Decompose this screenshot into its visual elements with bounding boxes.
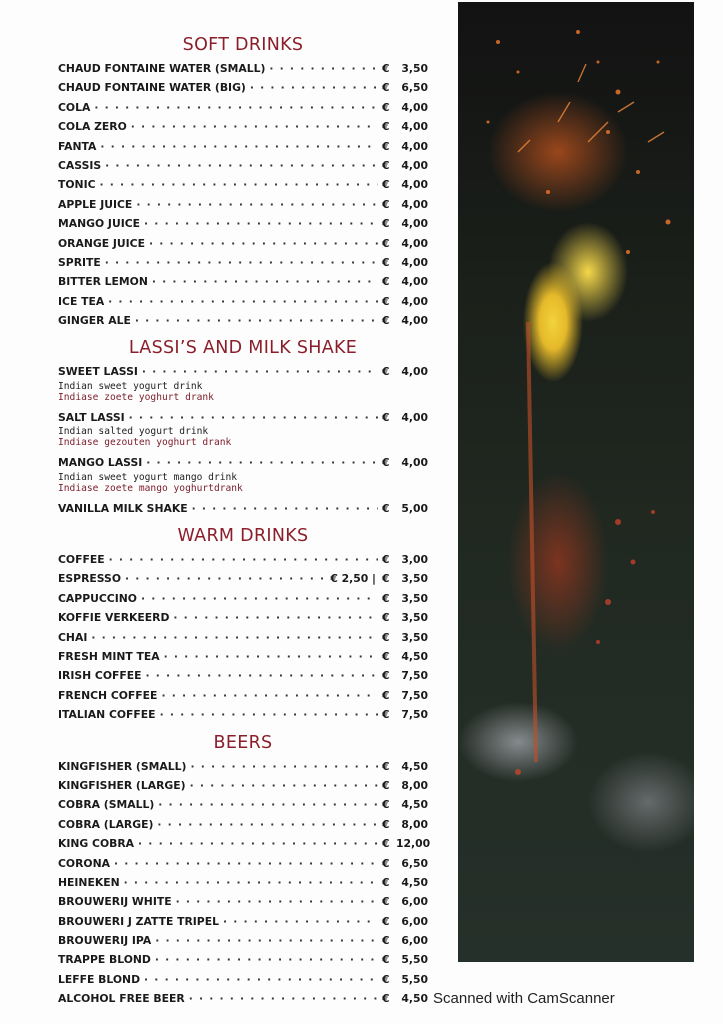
currency-symbol: € <box>382 875 390 889</box>
leader-dots <box>160 706 378 723</box>
item-price: 5,50 <box>401 953 428 967</box>
menu-item <box>58 570 428 587</box>
currency-symbol: € <box>382 456 390 470</box>
menu-item <box>58 971 428 988</box>
menu-item-row <box>58 951 428 968</box>
currency-symbol: € <box>382 365 390 379</box>
item-description-en: Indian salted yogurt drink <box>58 426 209 438</box>
leader-dots <box>142 363 378 380</box>
menu-section <box>58 333 428 517</box>
item-price: 3,50 <box>401 611 428 625</box>
item-price: 4,50 <box>401 875 428 889</box>
menu-item <box>58 706 428 723</box>
menu-item <box>58 551 428 568</box>
leader-dots <box>155 932 378 949</box>
item-alt-price: € 2,50 | <box>330 572 376 586</box>
leader-dots <box>146 667 378 684</box>
currency-symbol: € <box>382 688 390 702</box>
item-name: MANGO LASSI <box>58 456 143 470</box>
menu-item <box>58 629 428 646</box>
item-name: KINGFISHER (SMALL) <box>58 759 187 773</box>
item-name: KINGFISHER (LARGE) <box>58 778 186 792</box>
leader-dots <box>158 796 378 813</box>
currency-symbol: € <box>382 236 390 250</box>
leader-dots <box>250 79 378 96</box>
menu-section <box>58 30 428 329</box>
menu-item <box>58 893 428 910</box>
menu-item <box>58 687 428 704</box>
menu-item <box>58 312 428 329</box>
leader-dots <box>223 913 378 930</box>
item-price: 4,00 <box>401 158 428 172</box>
currency-symbol: € <box>382 158 390 172</box>
item-name: ESPRESSO <box>58 572 121 586</box>
item-name: COLA <box>58 100 91 114</box>
menu-item-row <box>58 215 428 232</box>
item-price: 7,50 <box>401 669 428 683</box>
item-price: 8,00 <box>401 817 428 831</box>
item-price: 6,00 <box>401 895 428 909</box>
item-name: CHAUD FONTAINE WATER (BIG) <box>58 81 246 95</box>
item-price: 4,50 <box>401 798 428 812</box>
menu-item-row <box>58 118 428 135</box>
currency-symbol: € <box>382 255 390 269</box>
item-price: 4,00 <box>401 456 428 470</box>
menu-item-row <box>58 971 428 988</box>
leader-dots <box>141 590 378 607</box>
menu-item <box>58 777 428 794</box>
menu-item <box>58 138 428 155</box>
currency-symbol: € <box>382 314 390 328</box>
currency-symbol: € <box>382 649 390 663</box>
menu-item-row <box>58 99 428 116</box>
menu-item <box>58 157 428 174</box>
menu-item <box>58 874 428 891</box>
item-name: COBRA (SMALL) <box>58 798 155 812</box>
item-name: FRENCH COFFEE <box>58 688 158 702</box>
menu-item <box>58 855 428 872</box>
menu-item <box>58 79 428 96</box>
menu-item <box>58 196 428 213</box>
item-price: 4,00 <box>401 236 428 250</box>
item-price: 3,50 <box>401 572 428 586</box>
menu-item-row <box>58 855 428 872</box>
menu-item <box>58 990 428 1007</box>
item-name: ITALIAN COFFEE <box>58 708 156 722</box>
menu-item-row <box>58 893 428 910</box>
menu-item-row <box>58 196 428 213</box>
item-price: 7,50 <box>401 708 428 722</box>
menu-section <box>58 728 431 1008</box>
currency-symbol: € <box>382 139 390 153</box>
menu-item <box>58 835 431 852</box>
menu-item <box>58 816 428 833</box>
leader-dots <box>189 990 378 1007</box>
leader-dots <box>176 893 378 910</box>
currency-symbol: € <box>382 914 390 928</box>
currency-symbol: € <box>382 501 390 515</box>
item-price: 4,00 <box>401 410 428 424</box>
leader-dots <box>105 157 378 174</box>
item-price: 3,50 <box>401 630 428 644</box>
leader-dots <box>108 293 378 310</box>
menu-item-row <box>58 835 431 852</box>
menu-item-row <box>58 454 428 471</box>
menu-item-row <box>58 500 428 517</box>
item-name: COFFEE <box>58 553 105 567</box>
item-price: 6,00 <box>401 914 428 928</box>
leader-dots <box>135 312 378 329</box>
item-name: BROUWERIJ IPA <box>58 934 152 948</box>
currency-symbol: € <box>382 120 390 134</box>
leader-dots <box>144 971 378 988</box>
currency-symbol: € <box>382 953 390 967</box>
currency-symbol: € <box>382 817 390 831</box>
item-name: ORANGE JUICE <box>58 236 145 250</box>
leader-dots <box>157 816 378 833</box>
item-price: 8,00 <box>401 778 428 792</box>
menu-section <box>58 521 428 724</box>
menu-item <box>58 648 428 665</box>
leader-dots <box>129 409 378 426</box>
leader-dots <box>114 855 378 872</box>
currency-symbol: € <box>382 611 390 625</box>
item-price: 4,00 <box>401 120 428 134</box>
item-name: CORONA <box>58 856 110 870</box>
item-price: 5,00 <box>401 501 428 515</box>
currency-symbol: € <box>382 895 390 909</box>
leader-dots <box>161 687 378 704</box>
menu-item-row <box>58 874 428 891</box>
menu-item-row <box>58 758 428 775</box>
currency-symbol: € <box>382 837 390 851</box>
menu-item <box>58 409 428 448</box>
item-name: CHAUD FONTAINE WATER (SMALL) <box>58 62 266 75</box>
menu-item-row <box>58 687 428 704</box>
leader-dots <box>155 951 378 968</box>
item-price: 3,00 <box>401 553 428 567</box>
menu-item <box>58 667 428 684</box>
leader-dots <box>173 609 378 626</box>
leader-dots <box>125 570 326 587</box>
leader-dots <box>190 777 378 794</box>
splash-sparks-icon <box>458 2 694 962</box>
menu-item-row <box>58 648 428 665</box>
item-price: 3,50 <box>401 62 428 75</box>
item-price: 5,50 <box>401 972 428 986</box>
currency-symbol: € <box>382 62 390 75</box>
leader-dots <box>190 758 378 775</box>
leader-dots <box>138 835 378 852</box>
item-price: 6,50 <box>401 856 428 870</box>
menu-item-row <box>58 363 428 380</box>
menu-item-row <box>58 777 428 794</box>
item-name: SALT LASSI <box>58 410 125 424</box>
menu-item-row <box>58 273 428 290</box>
item-name: ICE TEA <box>58 294 105 308</box>
item-name: FANTA <box>58 139 97 153</box>
leader-dots <box>136 196 378 213</box>
item-name: BROUWERI J ZATTE TRIPEL <box>58 914 219 928</box>
menu-item-row <box>58 796 428 813</box>
leader-dots <box>100 138 378 155</box>
currency-symbol: € <box>382 81 390 95</box>
item-description-en: Indian sweet yogurt drink <box>58 380 203 392</box>
item-name: GINGER ALE <box>58 314 131 328</box>
menu-item-row <box>58 409 428 426</box>
menu-item <box>58 913 428 930</box>
menu-item-row <box>58 235 428 252</box>
menu-item-row <box>58 312 428 329</box>
item-price: 4,50 <box>401 759 428 773</box>
currency-symbol: € <box>382 591 390 605</box>
menu-item <box>58 609 428 626</box>
currency-symbol: € <box>382 856 390 870</box>
menu-item-row <box>58 551 428 568</box>
item-price: 4,00 <box>401 275 428 289</box>
menu-item-row <box>58 629 428 646</box>
item-price: 4,00 <box>401 255 428 269</box>
item-name: CAPPUCCINO <box>58 591 137 605</box>
item-price: 12,00 <box>396 837 431 851</box>
leader-dots <box>94 99 378 116</box>
menu-item <box>58 215 428 232</box>
menu-item <box>58 254 428 271</box>
item-name: CASSIS <box>58 158 102 172</box>
currency-symbol: € <box>382 798 390 812</box>
section-title: SOFT DRINKS <box>182 35 304 55</box>
currency-symbol: € <box>382 294 390 308</box>
item-price: 4,00 <box>401 197 428 211</box>
leader-dots <box>105 254 378 271</box>
drinks-menu <box>58 30 431 1012</box>
item-price: 4,00 <box>401 100 428 114</box>
menu-item-row <box>58 816 428 833</box>
item-description-nl: Indiase zoete mango yoghurtdrank <box>58 482 243 494</box>
menu-item-row <box>58 254 428 271</box>
currency-symbol: € <box>382 572 390 586</box>
item-price: 7,50 <box>401 688 428 702</box>
menu-item-row <box>58 990 428 1007</box>
menu-item-row <box>58 667 428 684</box>
currency-symbol: € <box>382 178 390 192</box>
menu-item <box>58 60 428 77</box>
menu-item <box>58 99 428 116</box>
leader-dots <box>192 500 378 517</box>
leader-dots <box>109 551 378 568</box>
currency-symbol: € <box>382 275 390 289</box>
item-name: FRESH MINT TEA <box>58 649 160 663</box>
leader-dots <box>164 648 378 665</box>
item-name: MANGO JUICE <box>58 217 141 231</box>
scanner-watermark: Scanned with CamScanner <box>433 990 615 1007</box>
item-name: SWEET LASSI <box>58 365 138 379</box>
menu-item <box>58 932 428 949</box>
item-name: COLA ZERO <box>58 120 127 134</box>
menu-item-row <box>58 913 428 930</box>
item-name: SPRITE <box>58 255 101 269</box>
currency-symbol: € <box>382 759 390 773</box>
item-name: KING COBRA <box>58 837 135 851</box>
leader-dots <box>269 60 378 77</box>
menu-item-row <box>58 60 428 77</box>
item-name: COBRA (LARGE) <box>58 817 154 831</box>
item-price: 4,00 <box>401 294 428 308</box>
item-name: BROUWERIJ WHITE <box>58 895 172 909</box>
item-name: IRISH COFFEE <box>58 669 142 683</box>
currency-symbol: € <box>382 669 390 683</box>
section-title: BEERS <box>213 732 273 753</box>
item-price: 4,50 <box>401 992 428 1006</box>
menu-item-row <box>58 590 428 607</box>
menu-item <box>58 951 428 968</box>
currency-symbol: € <box>382 934 390 948</box>
currency-symbol: € <box>382 630 390 644</box>
item-name: TONIC <box>58 178 96 192</box>
menu-item-row <box>58 293 428 310</box>
item-price: 4,00 <box>401 139 428 153</box>
currency-symbol: € <box>382 972 390 986</box>
item-name: CHAI <box>58 630 88 644</box>
leader-dots <box>149 235 378 252</box>
menu-item-row <box>58 176 428 193</box>
item-price: 3,50 <box>401 591 428 605</box>
item-name: HEINEKEN <box>58 875 120 889</box>
menu-item <box>58 454 428 493</box>
currency-symbol: € <box>382 708 390 722</box>
menu-item <box>58 796 428 813</box>
item-name: TRAPPE BLOND <box>58 953 151 967</box>
menu-item-row <box>58 157 428 174</box>
menu-item <box>58 293 428 310</box>
leader-dots <box>100 176 378 193</box>
leader-dots <box>144 215 378 232</box>
currency-symbol: € <box>382 992 390 1006</box>
menu-item <box>58 363 428 402</box>
currency-symbol: € <box>382 410 390 424</box>
item-description-nl: Indiase gezouten yoghurt drank <box>58 437 232 449</box>
currency-symbol: € <box>382 197 390 211</box>
leader-dots <box>146 454 378 471</box>
item-description-nl: Indiase zoete yoghurt drank <box>58 391 214 403</box>
currency-symbol: € <box>382 100 390 114</box>
currency-symbol: € <box>382 217 390 231</box>
menu-item <box>58 273 428 290</box>
menu-item-row <box>58 609 428 626</box>
item-name: APPLE JUICE <box>58 197 133 211</box>
item-price: 4,00 <box>401 178 428 192</box>
menu-item-row <box>58 79 428 96</box>
cocktail-splash-photo <box>458 2 694 962</box>
item-name: VANILLA MILK SHAKE <box>58 501 188 515</box>
leader-dots <box>91 629 378 646</box>
item-price: 4,00 <box>401 314 428 328</box>
section-title: WARM DRINKS <box>177 526 309 547</box>
section-title: LASSI’S AND MILK SHAKE <box>128 338 358 359</box>
item-price: 6,50 <box>401 81 428 95</box>
menu-item <box>58 500 428 517</box>
menu-item-row <box>58 138 428 155</box>
currency-symbol: € <box>382 553 390 567</box>
item-name: LEFFE BLOND <box>58 972 141 986</box>
item-price: 4,00 <box>401 365 428 379</box>
item-name: KOFFIE VERKEERD <box>58 611 170 625</box>
menu-item <box>58 176 428 193</box>
menu-item <box>58 590 428 607</box>
item-price: 6,00 <box>401 934 428 948</box>
leader-dots <box>124 874 378 891</box>
item-name: ALCOHOL FREE BEER <box>58 992 185 1006</box>
menu-item <box>58 758 428 775</box>
item-price: 4,50 <box>401 649 428 663</box>
item-price: 4,00 <box>401 217 428 231</box>
menu-item-row <box>58 932 428 949</box>
menu-item-row <box>58 570 428 587</box>
currency-symbol: € <box>382 778 390 792</box>
item-name: BITTER LEMON <box>58 275 148 289</box>
menu-item <box>58 118 428 135</box>
leader-dots <box>131 118 378 135</box>
menu-item <box>58 235 428 252</box>
menu-item-row <box>58 706 428 723</box>
leader-dots <box>152 273 378 290</box>
item-description-en: Indian sweet yogurt mango drink <box>58 471 238 483</box>
